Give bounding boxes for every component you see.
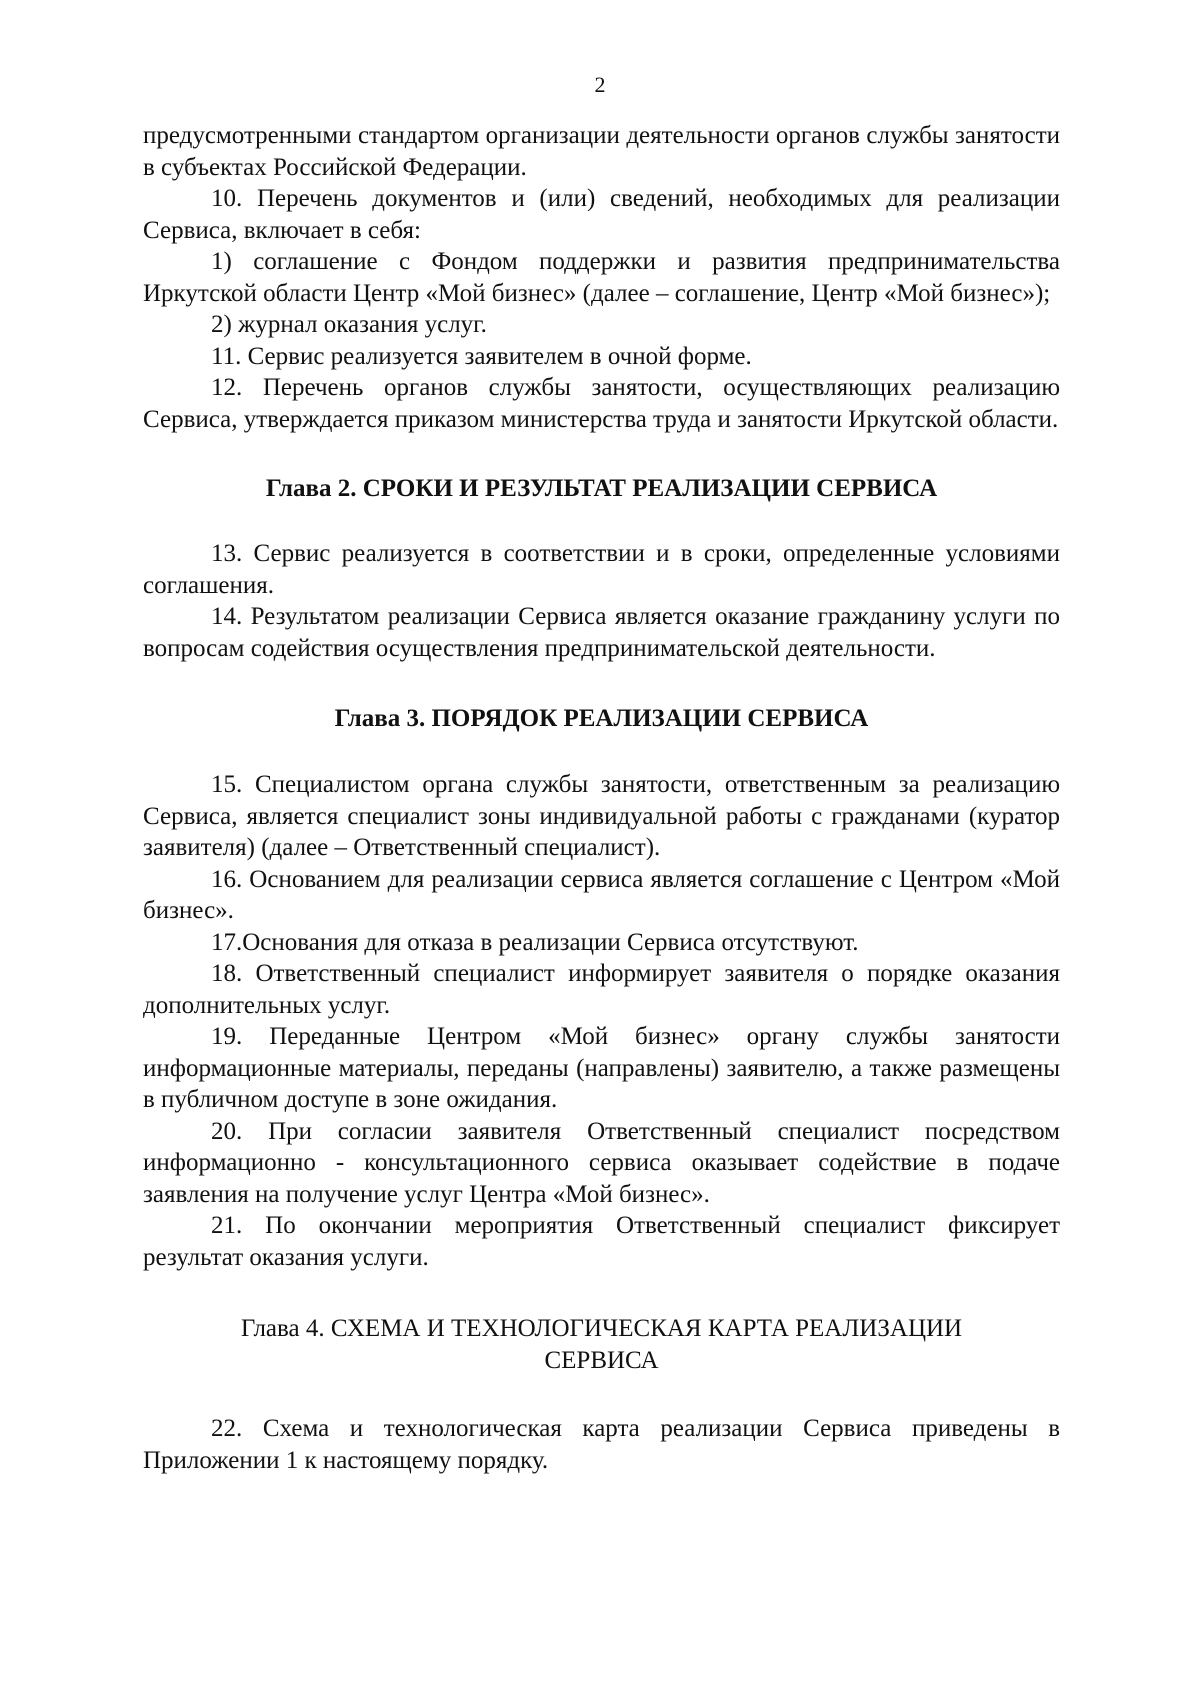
- paragraph-22: 22. Схема и технологическая карта реализации Сервиса приведены в Приложении 1 к настоящему порядку.: [143, 1415, 1060, 1474]
- paragraph-20: 20. При согласии заявителя Ответственный специалист посредством информационно - консультационного сервиса оказывает содействие в подаче заявления на получение услуг Центра «Мой бизнес».: [143, 1117, 1060, 1208]
- paragraph-19: 19. Переданные Центром «Мой бизнес» органу службы занятости информационные материалы, переданы (направлены) заявителю, а также размещены в публичном доступе в зоне ожидания.: [143, 1023, 1060, 1113]
- document-body: [143, 120, 1060, 1476]
- paragraph-18: 18. Ответственный специалист информирует заявителя о порядке оказания дополнительных услуг.: [143, 960, 1060, 1019]
- chapter-4-heading: [143, 1313, 1060, 1377]
- paragraph-21: 21. По окончании мероприятия Ответственный специалист фиксирует результат оказания услуги.: [143, 1212, 1060, 1271]
- page-number: 2: [594, 72, 606, 97]
- paragraph-14: 14. Результатом реализации Сервиса является оказание гражданину услуги по вопросам содействия осуществления предпринимательской деятельности.: [143, 603, 1060, 662]
- list-item-2: 2) журнал оказания услуг.: [211, 311, 487, 338]
- chapter-4-heading-line-1: Глава 4. СХЕМА И ТЕХНОЛОГИЧЕСКАЯ КАРТА РЕАЛИЗАЦИИ: [240, 1315, 963, 1342]
- list-item-1: 1) соглашение с Фондом поддержки и развития предпринимательства Иркутской области Центр «Мой бизнес» (далее – соглашение, Центр «Мой бизнес»);: [143, 248, 1060, 307]
- paragraph-16: 16. Основанием для реализации сервиса является соглашение с Центром «Мой бизнес».: [143, 865, 1060, 924]
- chapter-3-heading: Глава 3. ПОРЯДОК РЕАЛИЗАЦИИ СЕРВИСА: [334, 705, 869, 732]
- paragraph-17: 17.Основания для отказа в реализации Сервиса отсутствуют.: [211, 928, 859, 956]
- paragraph-15: 15. Специалистом органа службы занятости, ответственным за реализацию Сервиса, является специалист зоны индивидуальной работы с гражданами (куратор заявителя) (далее – Ответственный специалист).: [143, 771, 1060, 861]
- paragraph-11: 11. Сервис реализуется заявителем в очной форме.: [211, 342, 752, 370]
- paragraph-13: 13. Сервис реализуется в соответствии и в сроки, определенные условиями соглашения.: [143, 540, 1060, 599]
- paragraph-continuation: предусмотренными стандартом организации деятельности органов службы занятости в субъектах Российской Федерации.: [143, 122, 1060, 181]
- paragraph-10: 10. Перечень документов и (или) сведений, необходимых для реализации Сервиса, включает в себя:: [143, 185, 1060, 244]
- chapter-2-heading: Глава 2. СРОКИ И РЕЗУЛЬТАТ РЕАЛИЗАЦИИ СЕРВИСА: [265, 475, 938, 502]
- chapter-4-heading-line-2: СЕРВИСА: [544, 1347, 659, 1374]
- paragraph-12: 12. Перечень органов службы занятости, осуществляющих реализацию Сервиса, утверждается приказом министерства труда и занятости Иркутской области.: [143, 374, 1060, 433]
